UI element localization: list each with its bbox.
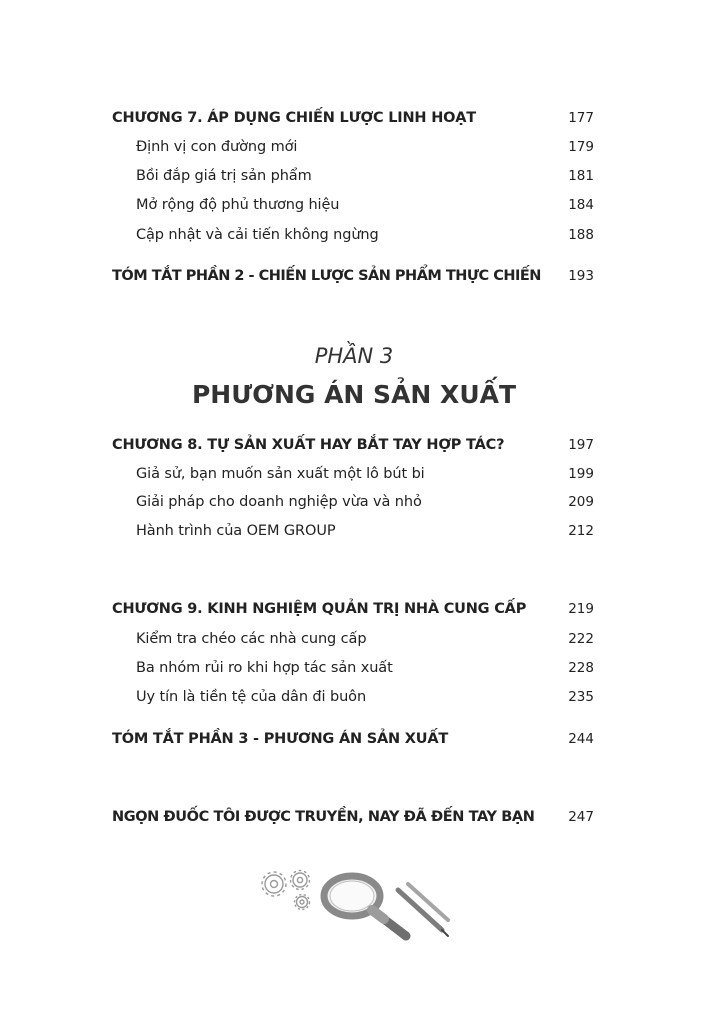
- toc-entry-chapter-9: [112, 601, 594, 617]
- toc-entry-summary-part-2: [112, 268, 594, 284]
- toc-entry-sub: [136, 494, 594, 510]
- toc-entry-sub: [136, 168, 594, 184]
- toc-entry-chapter-7: [112, 110, 594, 126]
- toc-entry-title: Bồi đắp giá trị sản phẩm: [136, 168, 312, 184]
- toc-entry-page: 181: [568, 168, 594, 184]
- toc-entry-page: 244: [568, 731, 594, 747]
- toc-entry-page: 184: [568, 197, 594, 213]
- toc-entry-title: Mở rộng độ phủ thương hiệu: [136, 197, 340, 213]
- toc-entry-chapter-8: [112, 437, 594, 453]
- toc-entry-page: 235: [568, 689, 594, 705]
- toc-entry-page: 188: [568, 227, 594, 243]
- toc-entry-page: 193: [568, 268, 594, 284]
- toc-entry-title: Giải pháp cho doanh nghiệp vừa và nhỏ: [136, 494, 422, 510]
- toc-entry-title: Uy tín là tiền tệ của dân đi buôn: [136, 689, 367, 705]
- toc-entry-summary-part-3: [112, 731, 594, 747]
- toc-entry-sub: [136, 139, 594, 155]
- toc-entry-epilogue: [112, 809, 594, 825]
- toc-entry-title: TÓM TẮT PHẦN 3 - PHƯƠNG ÁN SẢN XUẤT: [112, 731, 449, 747]
- toc-entry-sub: [136, 689, 594, 705]
- toc-entry-page: 209: [568, 494, 594, 510]
- toc-entry-title: CHƯƠNG 8. TỰ SẢN XUẤT HAY BẮT TAY HỢP TÁC?: [112, 437, 505, 453]
- toc-entry-sub: [136, 466, 594, 482]
- toc-entry-page: 179: [568, 139, 594, 155]
- toc-entry-page: 247: [568, 809, 594, 825]
- toc-entry-title: TÓM TẮT PHẦN 2 - CHIẾN LƯỢC SẢN PHẨM THỰC CHIẾN: [112, 268, 541, 284]
- toc-entry-title: CHƯƠNG 7. ÁP DỤNG CHIẾN LƯỢC LINH HOẠT: [112, 110, 476, 126]
- toc-entry-title: CHƯƠNG 9. KINH NGHIỆM QUẢN TRỊ NHÀ CUNG CẤP: [112, 601, 527, 617]
- toc-entry-sub: [136, 227, 594, 243]
- toc-entry-page: 199: [568, 466, 594, 482]
- part-label: PHẦN 3: [314, 344, 394, 368]
- toc-entry-sub: [136, 631, 594, 647]
- toc-entry-title: Định vị con đường mới: [136, 139, 298, 155]
- pencil-icon: [398, 884, 448, 936]
- toc-entry-title: NGỌN ĐUỐC TÔI ĐƯỢC TRUYỀN, NAY ĐÃ ĐẾN TAY BẠN: [112, 809, 535, 825]
- toc-entry-title: Hành trình của OEM GROUP: [136, 523, 336, 539]
- magnifying-glass-icon: [324, 876, 406, 936]
- toc-entry-page: 197: [568, 437, 594, 453]
- toc-entry-page: 222: [568, 631, 594, 647]
- decorative-illustration: [256, 862, 452, 946]
- toc-entry-page: 219: [568, 601, 594, 617]
- toc-entry-sub: [136, 523, 594, 539]
- toc-entry-title: Cập nhật và cải tiến không ngừng: [136, 227, 379, 243]
- toc-entry-title: Giả sử, bạn muốn sản xuất một lô bút bi: [136, 466, 425, 482]
- toc-entry-sub: [136, 197, 594, 213]
- toc-entry-page: 228: [568, 660, 594, 676]
- toc-entry-page: 177: [568, 110, 594, 126]
- toc-entry-title: Kiểm tra chéo các nhà cung cấp: [136, 631, 367, 647]
- toc-entry-page: 212: [568, 523, 594, 539]
- gears-icon: [262, 871, 310, 910]
- toc-entry-sub: [136, 660, 594, 676]
- part-title: PHƯƠNG ÁN SẢN XUẤT: [191, 380, 517, 409]
- toc-entry-title: Ba nhóm rủi ro khi hợp tác sản xuất: [136, 660, 393, 676]
